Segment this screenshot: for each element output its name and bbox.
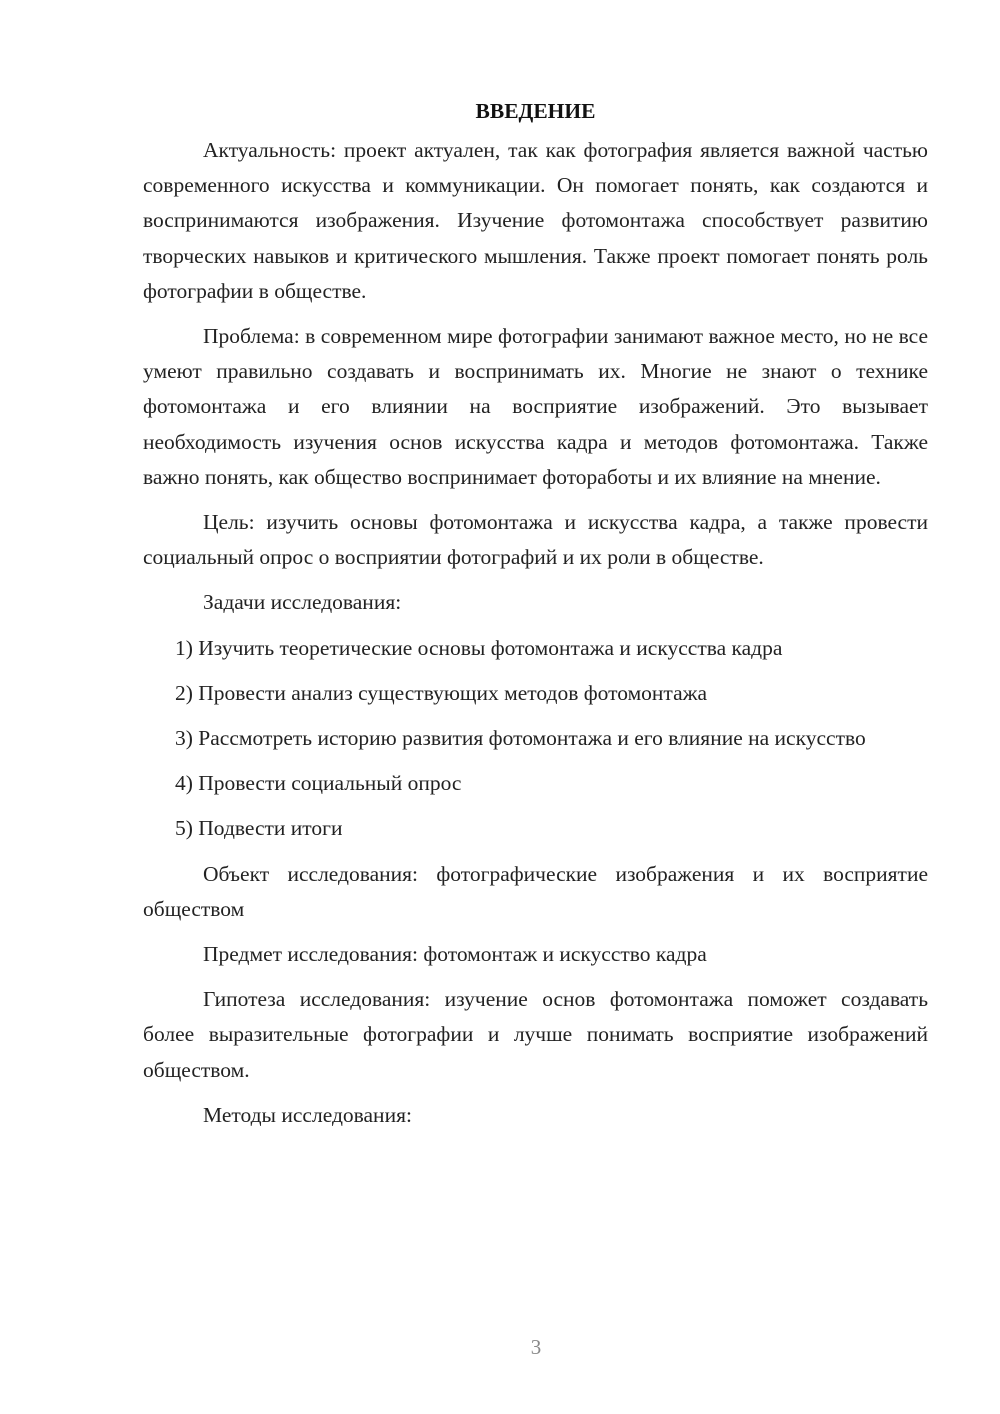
task-item-1: 1) Изучить теоретические основы фотомонтажа и искусства кадра (175, 635, 783, 660)
task-item-5: 5) Подвести итоги (175, 816, 343, 841)
object-paragraph: Объект исследования: фотографические изображения и их восприятие обществом (143, 861, 928, 921)
subject-paragraph: Предмет исследования: фотомонтаж и искусство кадра (203, 942, 707, 967)
goal-paragraph: Цель: изучить основы фотомонтажа и искусства кадра, а также провести социальный опрос о восприятии фотографий и их роли в обществе. (143, 510, 928, 570)
hypothesis-paragraph: Гипотеза исследования: изучение основ фотомонтажа поможет создавать более выразительные фотографии и лучше понимать восприятие изображений обществом. (143, 987, 928, 1082)
task-item-2: 2) Провести анализ существующих методов фотомонтажа (175, 680, 708, 705)
page-title: ВВЕДЕНИЕ (475, 99, 596, 123)
task-item-3: 3) Рассмотреть историю развития фотомонтажа и его влияние на искусство (175, 726, 866, 751)
task-item-4: 4) Провести социальный опрос (175, 771, 462, 796)
tasks-heading: Задачи исследования: (203, 590, 402, 615)
relevance-paragraph: Актуальность: проект актуален, так как фотография является важной частью современного искусства и коммуникации. Он помогает понять, как создаются и воспринимаются изображения. Изучение фотомонтажа способствует развитию творческих навыков и критического мышления. Также проект помогает понять роль фотографии в обществе. (143, 138, 928, 303)
problem-paragraph: Проблема: в современном мире фотографии занимают важное место, но не все умеют правильно создавать и воспринимать их. Многие не знают о технике фотомонтажа и его влиянии на восприятие изображений. Это вызывает необходимость изучения основ искусства кадра и методов фотомонтажа. Также важно понять, как общество воспринимает фотоработы и их влияние на мнение. (143, 324, 928, 489)
methods-heading: Методы исследования: (203, 1102, 412, 1127)
page-number: 3 (530, 1335, 542, 1359)
